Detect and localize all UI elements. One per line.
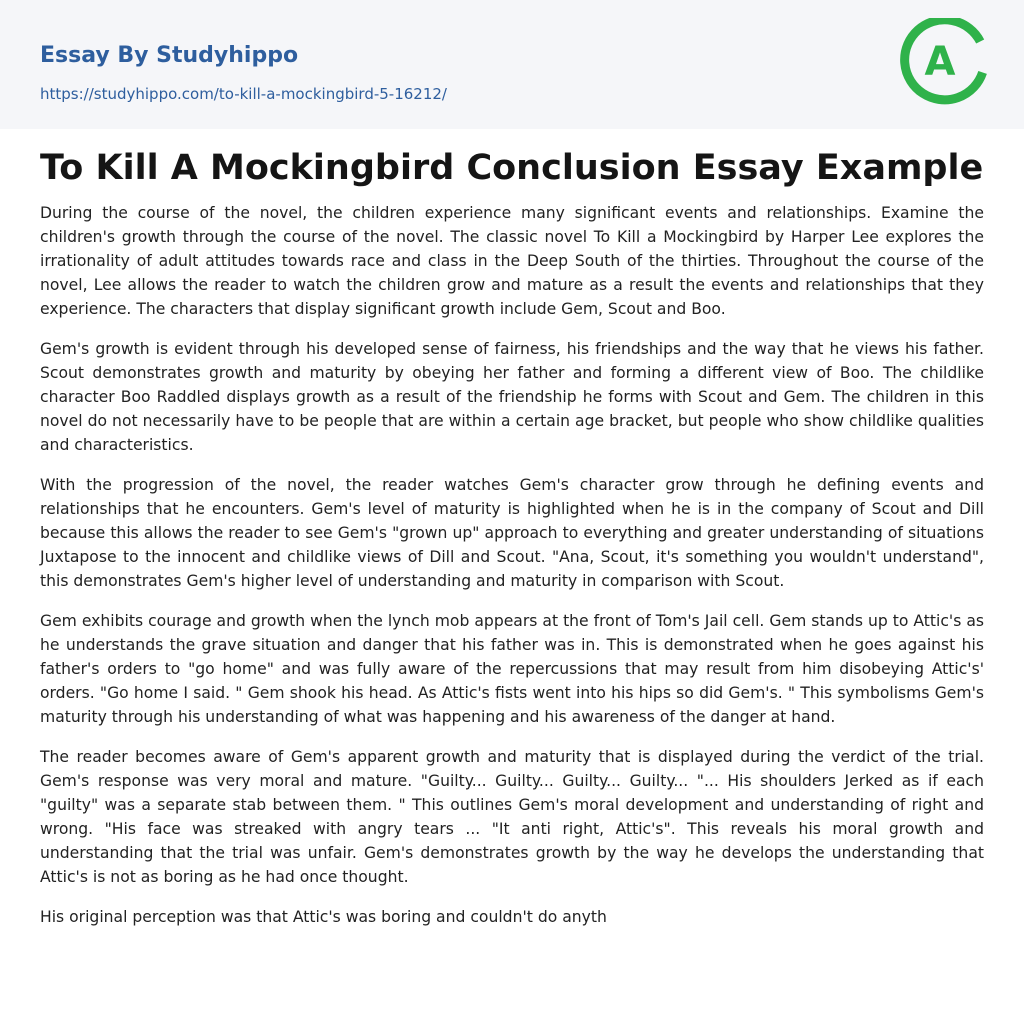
article-body [40, 201, 984, 929]
paragraph: Gem exhibits courage and growth when the lynch mob appears at the front of Tom's Jail cell. Gem stands up to Attic's as he understands the grave situation and danger that his father was in. This is demonstrated when he goes against his father's orders to "go home" and was fully aware of the repercussions that may result from him disobeying Attic's' orders. "Go home I said. " Gem shook his head. As Attic's fists went into his hips so did Gem's. " This symbolisms Gem's maturity through his understanding of what was happening and his awareness of the danger at hand. [40, 612, 984, 726]
site-header [0, 0, 1024, 129]
logo-letter: A [924, 39, 956, 85]
source-url-link[interactable]: https://studyhippo.com/to-kill-a-mockingbird-5-16212/ [40, 85, 447, 103]
page-title: To Kill A Mockingbird Conclusion Essay Example [40, 148, 984, 188]
paragraph: During the course of the novel, the children experience many significant events and relationships. Examine the children's growth through the course of the novel. The classic novel To Kill a Mockingbird by Harper Lee explores the irrationality of adult attitudes towards race and class in the Deep South of the thirties. Throughout the course of the novel, Lee allows the reader to watch the children grow and mature as a result the events and relationships that they experience. The characters that display significant growth include Gem, Scout and Boo. [40, 204, 984, 318]
paragraph: Gem's growth is evident through his developed sense of fairness, his friendships and the way that he views his father. Scout demonstrates growth and maturity by obeying her father and forming a different view of Boo. The childlike character Boo Raddled displays growth as a result of the friendship he forms with Scout and Gem. The children in this novel do not necessarily have to be people that are within a certain age bracket, but people who show childlike qualities and characteristics. [40, 340, 984, 454]
site-title[interactable]: Essay By Studyhippo [40, 43, 299, 68]
circular-a-logo-icon[interactable] [900, 18, 988, 106]
paragraph: With the progression of the novel, the reader watches Gem's character grow through he defining events and relationships that he encounters. Gem's level of maturity is highlighted when he is in the company of Scout and Dill because this allows the reader to see Gem's "grown up" approach to everything and greater understanding of situations Juxtapose to the innocent and childlike views of Dill and Scout. "Ana, Scout, it's something you wouldn't understand", this demonstrates Gem's higher level of understanding and maturity in comparison with Scout. [40, 476, 984, 590]
paragraph: The reader becomes aware of Gem's apparent growth and maturity that is displayed during the verdict of the trial. Gem's response was very moral and mature. "Guilty... Guilty... Guilty... Guilty... "... His shoulders Jerked as if each "guilty" was a separate stab between them. " This outlines Gem's moral development and understanding of right and wrong. "His face was streaked with angry tears ... "It anti right, Attic's". This reveals his moral growth and understanding that the trial was unfair. Gem's demonstrates growth by the way he develops the understanding that Attic's is not as boring as he had once thought. [40, 748, 984, 886]
article [40, 145, 984, 945]
paragraph-truncated: His original perception was that Attic's was boring and couldn't do anyth [40, 908, 607, 926]
